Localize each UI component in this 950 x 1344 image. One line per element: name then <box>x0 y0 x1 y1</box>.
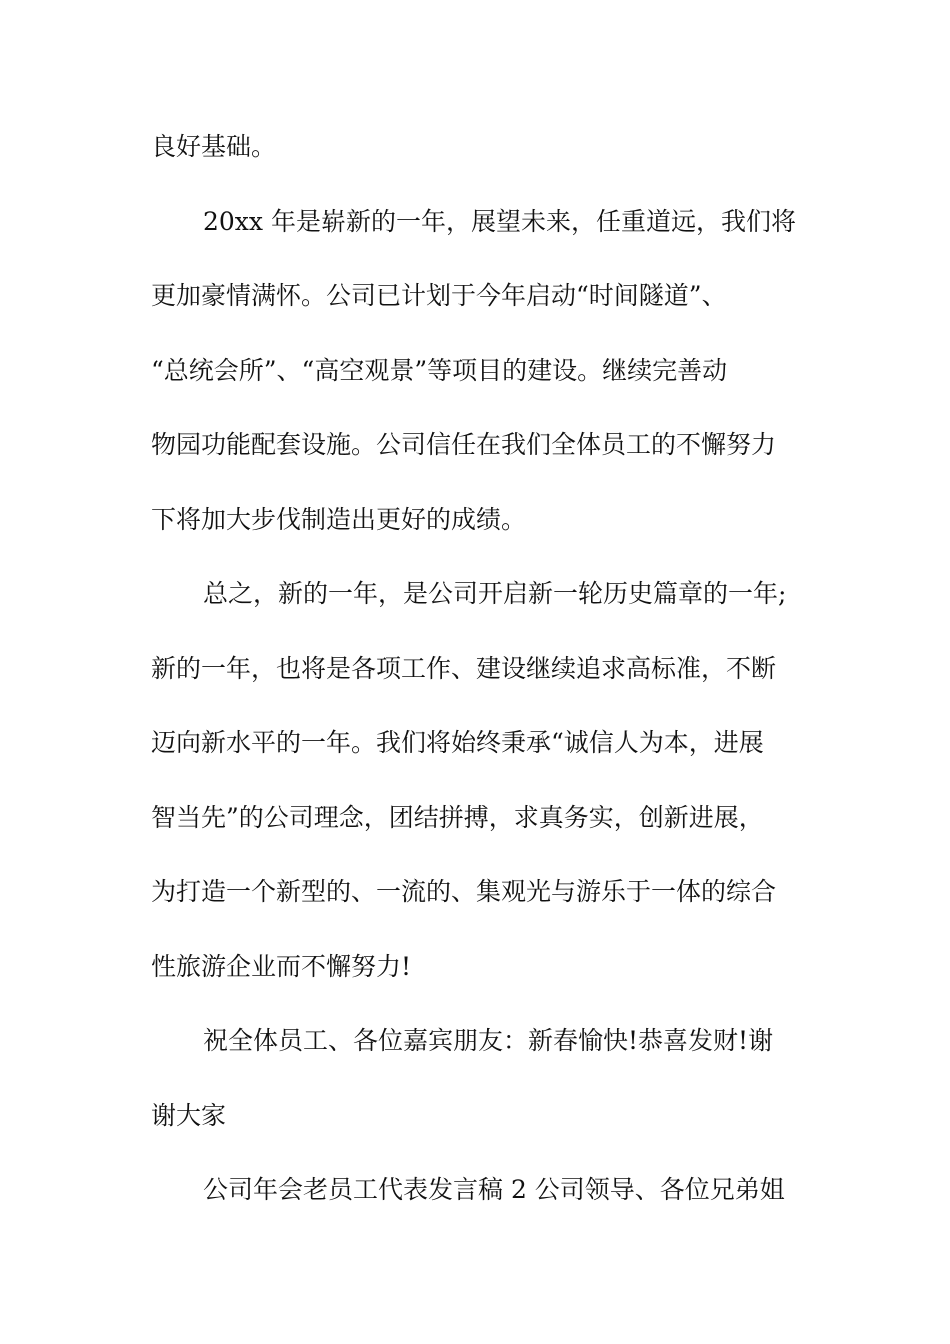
paragraph-first-line: 总之，新的一年，是公司开启新一轮历史篇章的一年; <box>203 579 787 608</box>
document-body <box>151 127 801 1245</box>
text-line: 良好基础。 <box>151 132 277 161</box>
text-line: 下将加大步伐制造出更好的成绩。 <box>151 504 527 534</box>
text-line: 为打造一个新型的、一流的、集观光与游乐于一体的综合 <box>151 877 777 906</box>
text-line: 性旅游企业而不懈努力! <box>151 951 412 981</box>
text-line: 迈向新水平的一年。我们将始终秉承“诚信人为本，进展 <box>151 728 764 757</box>
paragraph-first-line: 20xx 年是崭新的一年，展望未来，任重道远，我们将 <box>203 206 796 236</box>
text-line: “总统会所”、“高空观景”等项目的建设。继续完善动 <box>151 355 728 385</box>
text-line: 新的一年，也将是各项工作、建设继续追求高标准，不断 <box>151 653 777 683</box>
text-line: 更加豪情满怀。公司已计划于今年启动“时间隧道”、 <box>151 281 727 310</box>
paragraph-first-line: 祝全体员工、各位嘉宾朋友：新春愉快!恭喜发财!谢 <box>203 1026 774 1055</box>
text-line: 物园功能配套设施。公司信任在我们全体员工的不懈努力 <box>151 430 777 459</box>
text-line: 谢大家 <box>151 1100 227 1130</box>
text-line: 智当先”的公司理念，团结拼搏，求真务实，创新进展， <box>151 802 764 832</box>
paragraph-first-line: 公司年会老员工代表发言稿 2 公司领导、各位兄弟姐 <box>203 1175 785 1204</box>
